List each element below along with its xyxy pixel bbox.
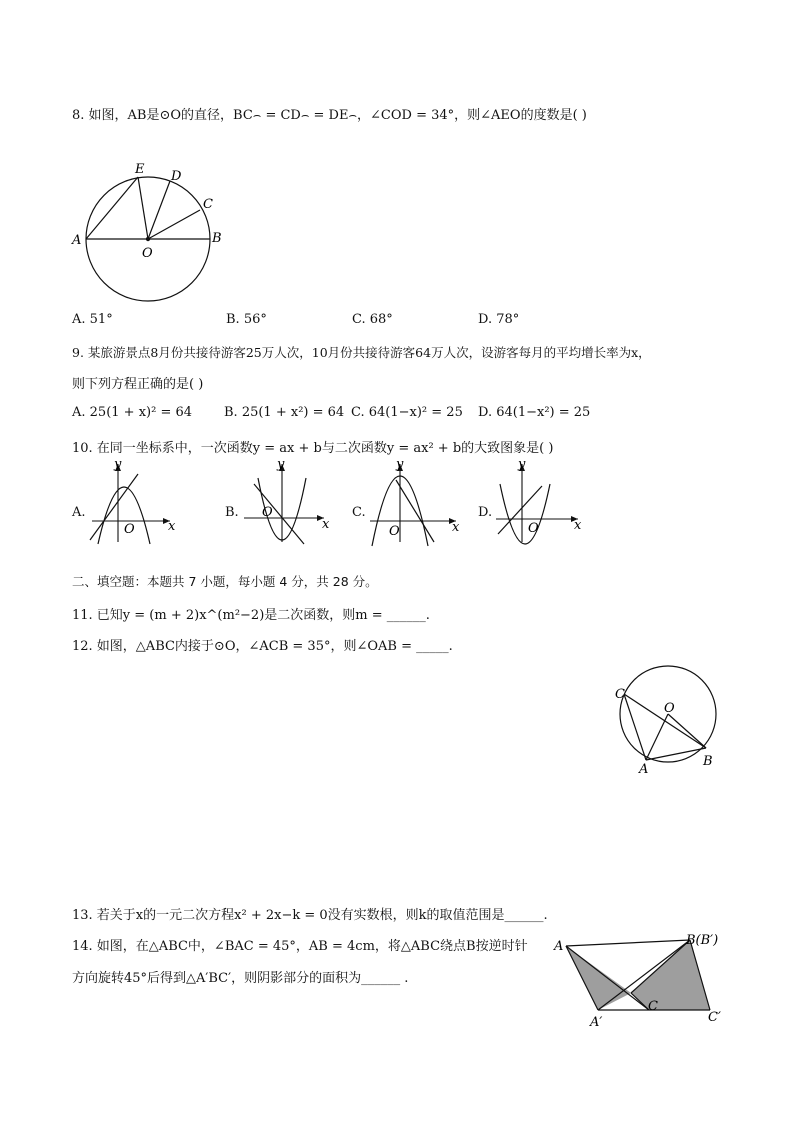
q9-option-b[interactable]: B. 25(1 + x²) = 64 [224, 405, 345, 420]
q12-label-c: C [615, 687, 625, 702]
q9-option-d[interactable]: D. 64(1−x²) = 25 [478, 405, 591, 420]
q10-graph-a [86, 458, 176, 548]
q10-c-o: O [389, 524, 400, 539]
q10-graph-b [240, 458, 330, 548]
q13-stem: 13. 若关于x的一元二次方程x² + 2x−k = 0没有实数根，则k的取值范围是______. [72, 908, 548, 923]
q8-label-d: D [171, 169, 182, 184]
q14-label-a: A [554, 939, 564, 954]
q9-options [72, 405, 590, 420]
q8-stem: 8. 如图，AB是⊙O的直径，BC⌢ = CD⌢ = DE⌢，∠COD = 34°，则∠AEO的度数是( ) [72, 108, 587, 123]
q8-circle-figure [72, 158, 232, 278]
q10-c-x: x [452, 520, 460, 535]
q14-stem-line2: 方向旋转45°后得到△A′BC′，则阴影部分的面积为______ . [72, 971, 409, 986]
q10-graph-b-label: B. [225, 505, 239, 520]
q10-graph-d-label: D. [478, 505, 493, 520]
q8-label-o: O [142, 246, 153, 261]
q14-rotation-figure [552, 930, 732, 1030]
q9-option-a[interactable]: A. 25(1 + x)² = 64 [72, 405, 193, 420]
q14-label-c: C [648, 999, 658, 1014]
q8-options [72, 312, 519, 327]
q8-label-a: A [72, 233, 82, 248]
q10-b-y: y [277, 457, 285, 472]
q9-stem-line2: 则下列方程正确的是( ) [72, 377, 204, 392]
q14-label-a-prime: A′ [590, 1015, 603, 1030]
q11-stem: 11. 已知y = (m + 2)x^(m²−2)是二次函数，则m = ______. [72, 608, 430, 623]
q10-a-y: y [114, 457, 122, 472]
q10-c-y: y [396, 457, 404, 472]
q10-a-o: O [124, 522, 135, 537]
q10-d-o: O [528, 521, 539, 536]
q14-label-b: B(B′) [686, 933, 719, 948]
q8-option-d[interactable]: D. 78° [478, 312, 520, 327]
q10-b-o: O [262, 505, 273, 520]
q12-label-a: A [639, 762, 649, 777]
q14-stem-line1: 14. 如图，在△ABC中，∠BAC = 45°，AB = 4cm，将△ABC绕点B按逆时针 [72, 939, 528, 954]
q12-label-o: O [664, 701, 675, 716]
q8-label-b: B [212, 231, 222, 246]
q9-stem-line1: 9. 某旅游景点8月份共接待游客25万人次，10月份共接待游客64万人次，设游客每月的平均增长率为x， [72, 345, 651, 360]
q10-d-x: x [574, 518, 582, 533]
q10-graph-d [492, 458, 592, 548]
q10-graph-c-label: C. [352, 505, 366, 520]
q10-d-y: y [518, 457, 526, 472]
q12-circle-figure [612, 676, 732, 776]
q14-label-c-prime: C′ [708, 1010, 721, 1025]
section2-title: 二、填空题：本题共 7 小题，每小题 4 分，共 28 分。 [72, 574, 378, 589]
q8-label-c: C [203, 197, 213, 212]
q8-option-b[interactable]: B. 56° [226, 312, 267, 327]
q8-label-e: E [135, 162, 145, 177]
q10-stem: 10. 在同一坐标系中，一次函数y = ax + b与二次函数y = ax² + b的大致图象是( ) [72, 441, 554, 456]
q9-option-c[interactable]: C. 64(1−x)² = 25 [351, 405, 463, 420]
q12-label-b: B [703, 754, 713, 769]
q10-a-x: x [168, 519, 176, 534]
q8-option-c[interactable]: C. 68° [352, 312, 393, 327]
q10-graph-a-label: A. [72, 505, 86, 520]
q8-option-a[interactable]: A. 51° [72, 312, 113, 327]
q10-graph-c [366, 458, 462, 548]
q12-stem: 12. 如图，△ABC内接于⊙O，∠ACB = 35°，则∠OAB = _____. [72, 639, 453, 654]
q10-b-x: x [322, 517, 330, 532]
